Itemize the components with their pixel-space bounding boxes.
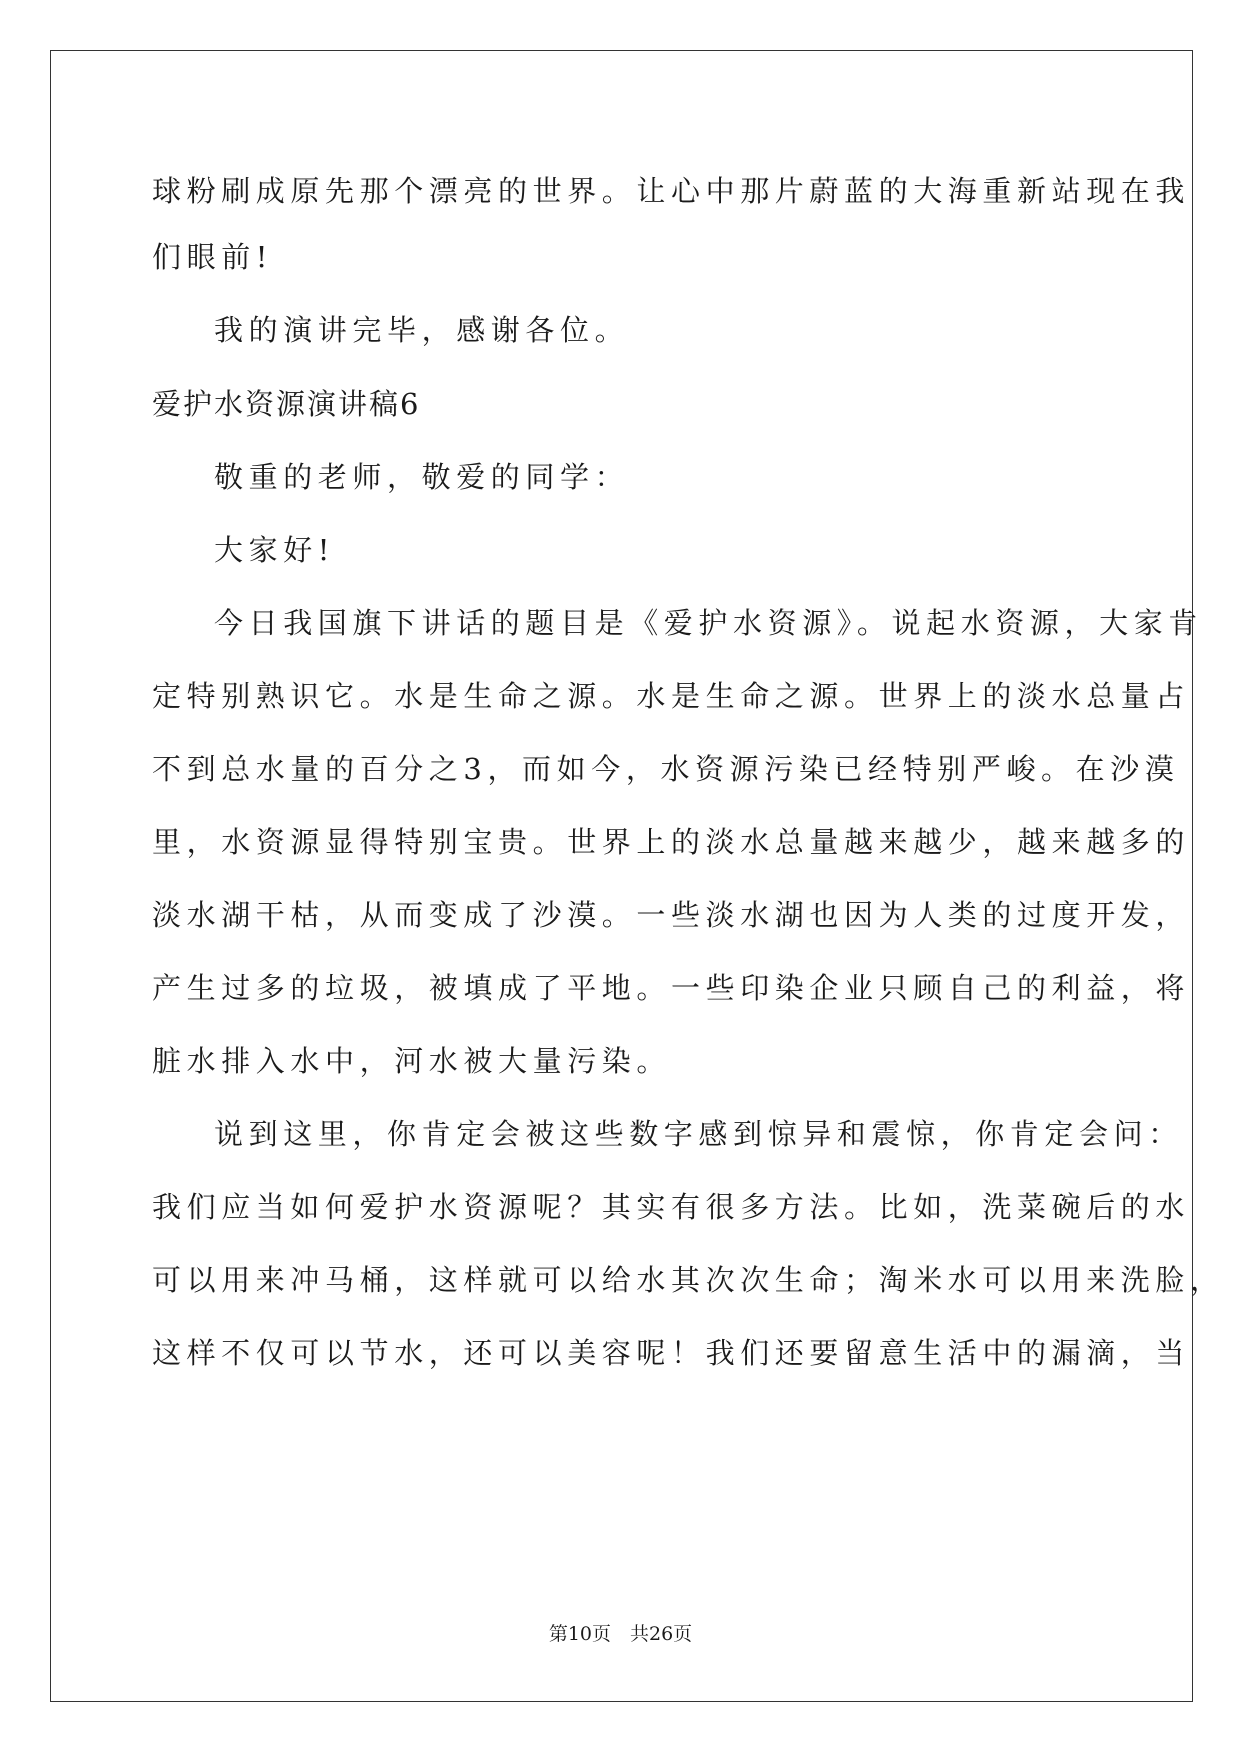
paragraph-line: 这样不仅可以节水，还可以美容呢！我们还要留意生活中的漏滴，当 (152, 1336, 1191, 1370)
paragraph-line: 定特别熟识它。水是生命之源。水是生命之源。世界上的淡水总量占 (152, 679, 1191, 713)
paragraph-line: 说到这里，你肯定会被这些数字感到惊异和震惊，你肯定会问： (214, 1117, 1183, 1151)
paragraph-line: 里，水资源显得特别宝贵。世界上的淡水总量越来越少，越来越多的 (152, 825, 1191, 859)
page-border (50, 50, 1193, 1702)
paragraph-line: 球粉刷成原先那个漂亮的世界。让心中那片蔚蓝的大海重新站现在我 (152, 174, 1191, 208)
paragraph-line: 们眼前! (152, 240, 274, 274)
paragraph-line: 脏水排入水中，河水被大量污染。 (152, 1044, 672, 1078)
paragraph-line: 我的演讲完毕，感谢各位。 (214, 313, 630, 347)
paragraph-line: 可以用来冲马桶，这样就可以给水其次次生命；淘米水可以用来洗脸， (152, 1263, 1225, 1297)
paragraph-line: 我们应当如何爱护水资源呢？其实有很多方法。比如，洗菜碗后的水 (152, 1190, 1191, 1224)
paragraph-line: 产生过多的垃圾，被填成了平地。一些印染企业只顾自己的利益，将 (152, 971, 1191, 1005)
greeting: 大家好! (214, 533, 336, 567)
paragraph-line: 不到总水量的百分之3，而如今，水资源污染已经特别严峻。在沙漠 (152, 752, 1180, 786)
salutation: 敬重的老师，敬爱的同学： (214, 460, 630, 494)
paragraph-line: 淡水湖干枯，从而变成了沙漠。一些淡水湖也因为人类的过度开发， (152, 898, 1191, 932)
paragraph-line: 今日我国旗下讲话的题目是《爱护水资源》。说起水资源，大家肯 (214, 606, 1203, 640)
page-footer: 第10页 共26页 (548, 1623, 693, 1645)
section-heading: 爱护水资源演讲稿6 (152, 387, 421, 421)
